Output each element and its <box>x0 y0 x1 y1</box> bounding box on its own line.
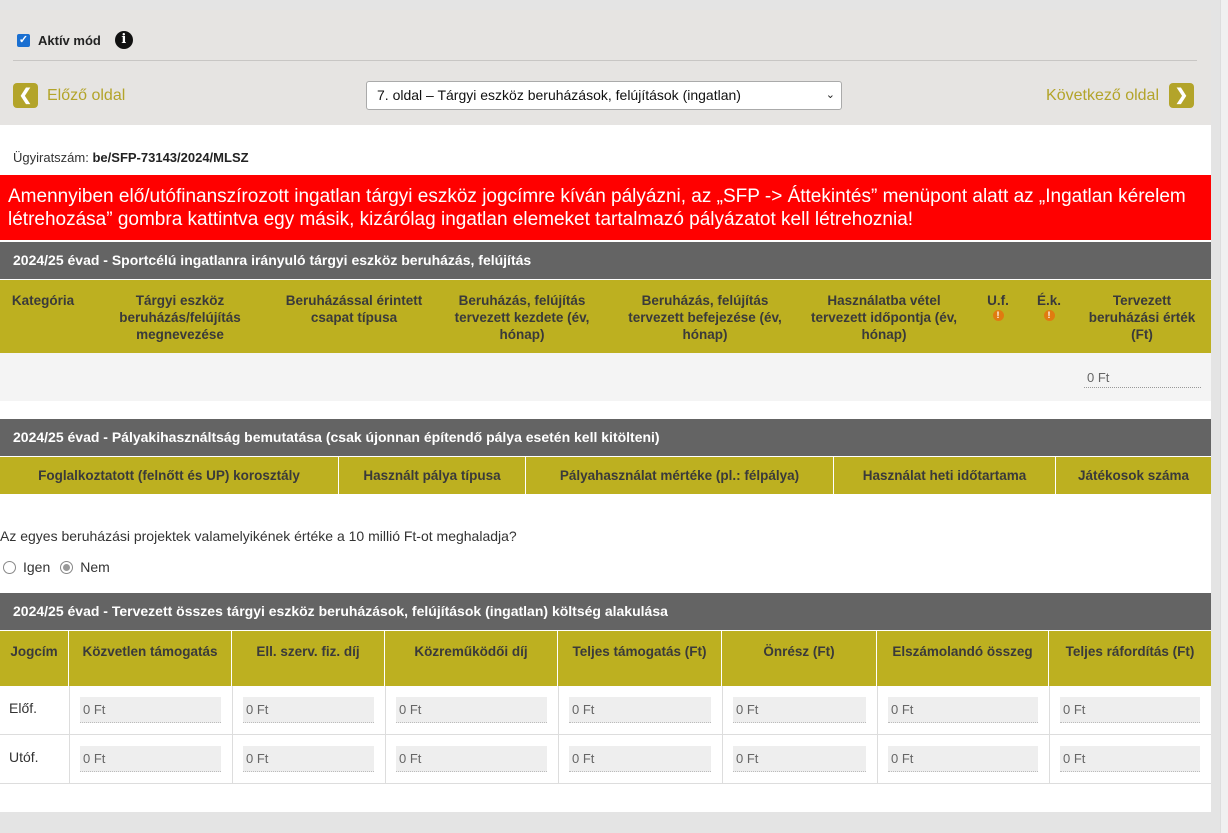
amount-input[interactable]: 0 Ft <box>80 697 221 723</box>
section2-title: 2024/25 évad - Pályakihasználtság bemutatása (csak újonnan építendő pálya esetén kell kitölteni) <box>0 419 1211 456</box>
top-panel <box>0 10 1211 125</box>
col-hasznalatba: Használatba vétel tervezett időpontja (év, hónap) <box>810 293 958 342</box>
amount-input[interactable]: 0 Ft <box>80 746 221 772</box>
col-ertek: Tervezett beruházási érték (Ft) <box>1088 293 1196 342</box>
amount-input[interactable]: 0 Ft <box>733 697 866 723</box>
section3-header <box>0 631 1211 686</box>
chevron-down-icon: ⌄ <box>825 89 835 101</box>
main-content <box>0 125 1211 812</box>
col-kezdete: Beruházás, felújítás tervezett kezdete (év, hónap) <box>454 293 590 342</box>
prev-page-button[interactable] <box>13 83 125 108</box>
amount-input[interactable]: 0 Ft <box>888 746 1038 772</box>
col-ek-label: É.k. <box>1036 293 1061 308</box>
warning-icon[interactable]: ! <box>1044 310 1055 321</box>
chevron-left-icon: ❮ <box>13 83 38 108</box>
section1-title: 2024/25 évad - Sportcélú ingatlanra irányuló tárgyi eszköz beruházás, felújítás <box>0 242 1211 279</box>
row-label: Előf. <box>9 700 38 716</box>
case-number <box>13 150 249 165</box>
col-uf-label: U.f. <box>987 293 1009 308</box>
col-elszamolando: Elszámolandó összeg <box>877 631 1049 686</box>
col-korosztaly: Foglalkoztatott (felnőtt és UP) korosztály <box>0 457 339 494</box>
col-palya-tipus: Használt pálya típusa <box>339 457 526 494</box>
col-kozremukodoi: Közreműködői díj <box>385 631 558 686</box>
amount-input[interactable]: 0 Ft <box>569 697 711 723</box>
table-row <box>0 735 1211 784</box>
chevron-right-icon: ❯ <box>1169 83 1194 108</box>
scrollbar[interactable] <box>1220 0 1228 833</box>
col-teljes-raforditas: Teljes ráfordítás (Ft) <box>1065 644 1195 659</box>
col-megnevezes: Tárgyi eszköz beruházás/felújítás megnevezése <box>119 293 241 342</box>
aktiv-mod-label: Aktív mód <box>38 32 101 48</box>
col-jatekosok: Játékosok száma <box>1077 468 1190 483</box>
alert-banner: Amennyiben elő/utófinanszírozott ingatlan tárgyi eszköz jogcímre kíván pályázni, az „SFP -> Áttekintés” menüpont alatt az „Ingatlan kérelem létrehozása” gombra kattintva egy másik, kizárólag ingatlan elemeket tartalmazó pályázatot kell létrehoznia! <box>0 175 1211 240</box>
radio-nem-label: Nem <box>80 559 110 575</box>
divider <box>13 60 1197 61</box>
total-value: 0 Ft <box>1084 368 1201 388</box>
radio-nem[interactable] <box>60 561 73 574</box>
amount-input[interactable]: 0 Ft <box>569 746 711 772</box>
col-palyahasznalat: Pályahasználat mértéke (pl.: félpálya) <box>526 457 834 494</box>
warning-icon[interactable]: ! <box>993 310 1004 321</box>
amount-input[interactable]: 0 Ft <box>1060 697 1200 723</box>
table-row <box>0 686 1211 735</box>
radio-igen-label: Igen <box>23 559 51 575</box>
amount-input[interactable]: 0 Ft <box>1060 746 1200 772</box>
col-ek <box>1027 280 1071 353</box>
col-uf <box>976 280 1020 353</box>
aktiv-mod-row <box>17 30 133 50</box>
section1-header <box>0 280 1211 353</box>
col-teljes-tamogatas: Teljes támogatás (Ft) <box>558 631 722 686</box>
page-select-value: 7. oldal – Tárgyi eszköz beruházások, felújítások (ingatlan) <box>377 87 741 103</box>
col-ell-szerv: Ell. szerv. fiz. díj <box>232 631 385 686</box>
row-label: Utóf. <box>9 749 39 765</box>
section1-total-row <box>0 353 1211 401</box>
amount-input[interactable]: 0 Ft <box>243 697 374 723</box>
col-jogcim: Jogcím <box>0 631 69 686</box>
page-select[interactable] <box>366 81 842 110</box>
amount-input[interactable]: 0 Ft <box>396 697 547 723</box>
amount-input[interactable]: 0 Ft <box>888 697 1038 723</box>
amount-input[interactable]: 0 Ft <box>243 746 374 772</box>
case-number-value: be/SFP-73143/2024/MLSZ <box>92 150 249 165</box>
aktiv-mod-checkbox[interactable]: ✓ <box>18 33 29 46</box>
col-heti-idotartam: Használat heti időtartama <box>834 457 1056 494</box>
next-page-label: Következő oldal <box>1046 86 1159 104</box>
section2-header <box>0 457 1211 494</box>
next-page-button[interactable] <box>1046 83 1194 108</box>
radio-igen[interactable] <box>3 561 16 574</box>
col-befejezese: Beruházás, felújítás tervezett befejezése (év, hónap) <box>628 293 782 342</box>
info-icon[interactable]: i <box>115 31 133 49</box>
amount-input[interactable]: 0 Ft <box>396 746 547 772</box>
question-radio-group <box>3 559 110 575</box>
col-kategoria: Kategória <box>11 293 75 308</box>
case-number-label: Ügyiratszám: <box>13 150 89 165</box>
prev-page-label: Előző oldal <box>47 86 126 104</box>
col-csapat-tipus: Beruházással érintett csapat típusa <box>285 293 423 325</box>
question-text: Az egyes beruházási projektek valamelyikének értéke a 10 millió Ft-ot meghaladja? <box>0 528 517 544</box>
amount-input[interactable]: 0 Ft <box>733 746 866 772</box>
col-kozvetlen: Közvetlen támogatás <box>69 631 232 686</box>
section3-title: 2024/25 évad - Tervezett összes tárgyi eszköz beruházások, felújítások (ingatlan) költség alakulása <box>0 593 1211 630</box>
col-onresz: Önrész (Ft) <box>722 631 877 686</box>
